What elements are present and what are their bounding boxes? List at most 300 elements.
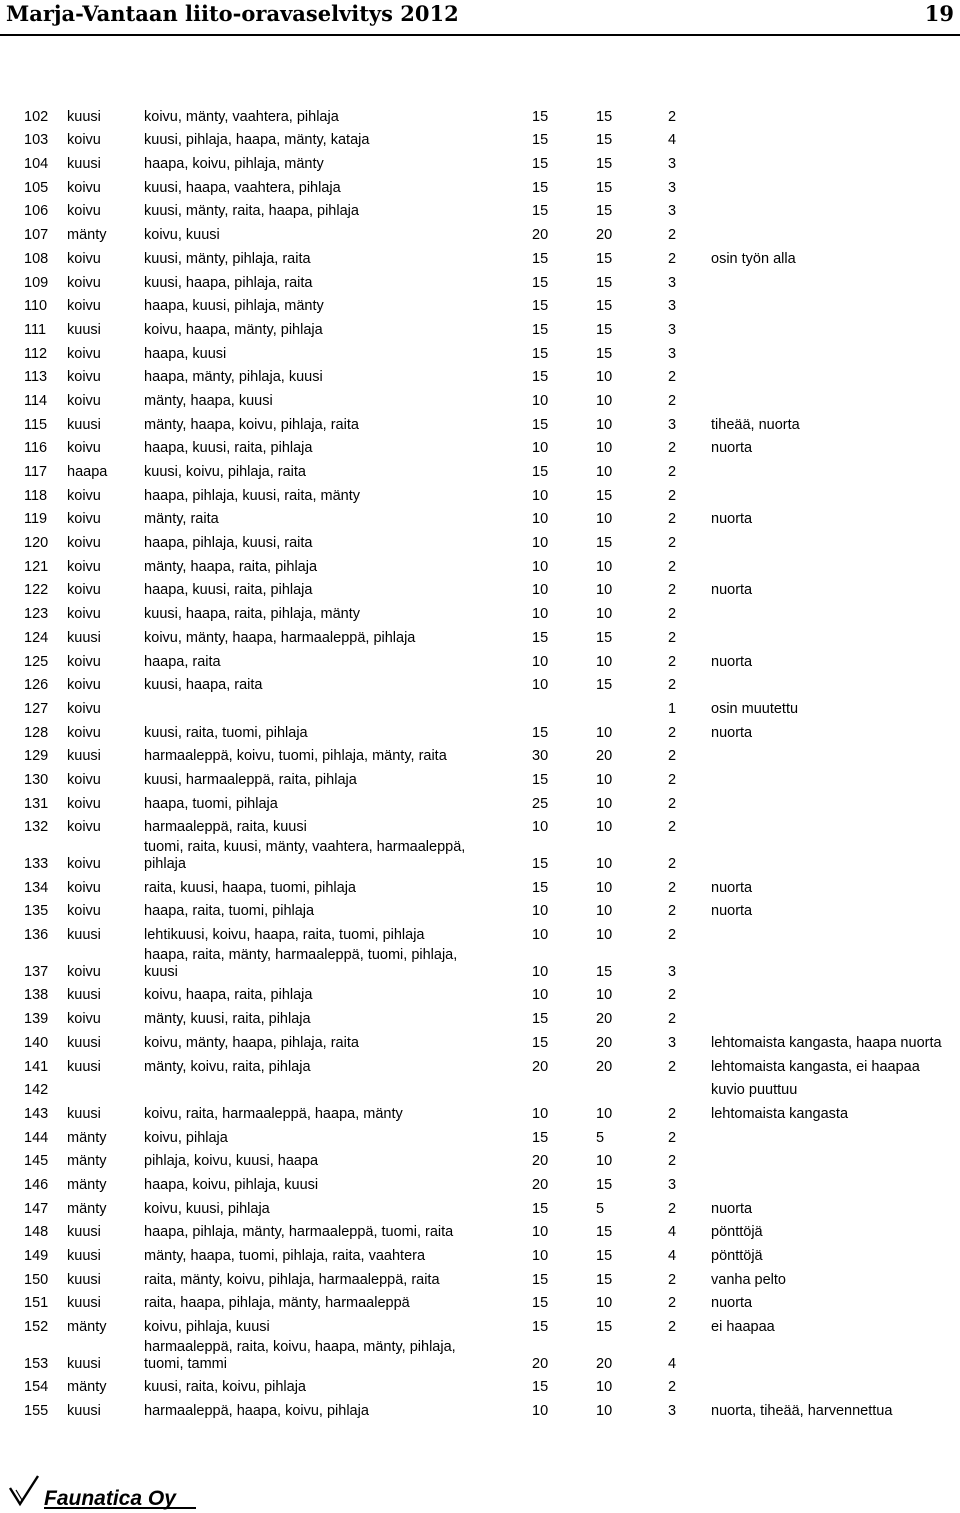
row-number: 119 [24,511,48,528]
other-trees: koivu, kuusi [144,227,220,244]
other-trees: harmaaleppä, raita, kuusi [144,819,307,836]
other-trees: pihlaja, koivu, kuusi, haapa [144,1153,319,1170]
value-b: 15 [596,1319,613,1336]
table-row [0,175,960,199]
dominant-tree: koivu [67,606,101,623]
other-trees: mänty, koivu, raita, pihlaja [144,1058,311,1075]
value-c: 2 [668,511,677,528]
row-number: 104 [24,156,49,173]
table-row [0,1375,960,1399]
dominant-tree: kuusi [67,927,101,944]
value-a: 15 [532,416,549,433]
value-b: 5 [596,1200,605,1217]
row-number: 154 [24,1379,49,1396]
table-row [0,530,960,554]
other-trees: haapa, raita, mänty, harmaaleppä, tuomi, pihlaja, kuusi [144,946,458,980]
dominant-tree: mänty [67,227,107,244]
dominant-tree: koivu [67,274,101,291]
other-trees: kuusi, mänty, raita, haapa, pihlaja [144,203,359,220]
row-number: 113 [24,369,48,386]
value-c: 2 [668,927,677,944]
table-row [0,1125,960,1149]
dominant-tree: koivu [67,771,101,788]
row-number: 153 [24,1355,49,1372]
value-c: 2 [668,1011,677,1028]
value-a: 15 [532,856,549,872]
value-a: 20 [532,1176,549,1193]
value-c: 1 [668,700,677,717]
value-a: 15 [532,345,549,362]
value-a: 15 [532,108,549,125]
value-c: 2 [668,1271,677,1288]
note: kuvio puuttuu [711,1082,798,1099]
dominant-tree: kuusi [67,1403,101,1420]
note: nuorta [711,724,753,741]
table-row [0,720,960,744]
value-a: 10 [532,1224,549,1241]
row-number: 132 [24,819,49,836]
value-a: 10 [532,582,549,599]
dominant-tree: koivu [67,795,101,812]
value-b: 10 [596,582,613,599]
value-a: 30 [532,748,549,765]
row-number: 148 [24,1224,49,1241]
table-row [0,1267,960,1291]
page-number: 19 [924,1,954,26]
dominant-tree: koivu [67,819,101,836]
value-b: 10 [596,1105,613,1122]
other-trees: kuusi, koivu, pihlaja, raita [144,464,306,480]
value-b: 10 [596,927,613,944]
dominant-tree: haapa [67,464,108,480]
value-b: 10 [596,724,613,741]
value-a: 10 [532,1403,549,1420]
other-trees: koivu, mänty, haapa, pihlaja, raita [144,1034,359,1051]
row-number: 102 [24,108,49,125]
row-number: 137 [24,963,49,980]
value-a: 15 [532,879,549,896]
value-c: 3 [668,203,677,220]
row-number: 136 [24,927,49,944]
table-row [0,1338,960,1375]
dominant-tree: koivu [67,879,101,896]
table-row [0,270,960,294]
value-c: 2 [668,1105,677,1122]
value-a: 15 [532,1379,549,1396]
row-number: 126 [24,677,49,694]
dominant-tree: koivu [67,653,101,670]
row-number: 103 [24,132,49,149]
row-number: 129 [24,748,49,765]
value-a: 15 [532,629,549,646]
dominant-tree: mänty [67,1379,107,1396]
row-number: 147 [24,1200,49,1217]
value-a: 10 [532,677,549,694]
page-header [0,0,960,36]
value-c: 2 [668,250,677,267]
table-row [0,341,960,365]
table-row [0,1314,960,1338]
value-b: 10 [596,903,613,920]
value-c: 2 [668,1153,677,1170]
other-trees: haapa, pihlaja, kuusi, raita [144,535,313,552]
value-a: 20 [532,227,549,244]
table-row [0,199,960,223]
row-number: 124 [24,629,49,646]
dominant-tree: kuusi [67,1105,101,1122]
value-a: 15 [532,156,549,173]
dominant-tree: koivu [67,132,101,149]
note: nuorta [711,440,753,457]
other-trees: mänty, haapa, kuusi [144,392,273,409]
value-b: 15 [596,203,613,220]
table-row [0,899,960,923]
other-trees: mänty, haapa, koivu, pihlaja, raita [144,416,359,433]
value-a: 10 [532,653,549,670]
other-trees: raita, haapa, pihlaja, mänty, harmaaleppä [144,1295,410,1312]
table-row [0,1172,960,1196]
table-row [0,436,960,460]
other-trees: kuusi, pihlaja, haapa, mänty, kataja [144,132,370,149]
value-a: 20 [532,1058,549,1075]
table-row [0,1030,960,1054]
value-c: 2 [668,856,677,872]
table-row [0,554,960,578]
value-b: 15 [596,535,613,552]
note: nuorta, tiheää, harvennettua [711,1403,893,1420]
dominant-tree: kuusi [67,987,101,1004]
dominant-tree: mänty [67,1176,107,1193]
other-trees: haapa, tuomi, pihlaja [144,795,278,812]
value-a: 15 [532,179,549,196]
value-c: 2 [668,1319,677,1336]
value-c: 2 [668,1058,677,1075]
other-trees: koivu, raita, harmaaleppä, haapa, mänty [144,1105,403,1122]
other-trees: tuomi, raita, kuusi, mänty, vaahtera, harmaaleppä, pihlaja [144,839,466,872]
value-b: 15 [596,321,613,338]
note: nuorta [711,1295,753,1312]
table-row [0,246,960,270]
value-c: 2 [668,535,677,552]
value-a: 15 [532,321,549,338]
dominant-tree: mänty [67,1153,107,1170]
value-b: 20 [596,227,613,244]
other-trees: mänty, raita [144,511,219,528]
table-row [0,601,960,625]
table-row [0,946,960,983]
value-a: 10 [532,987,549,1004]
value-c: 3 [668,298,677,315]
other-trees: haapa, kuusi, raita, pihlaja [144,582,313,599]
other-trees: koivu, pihlaja, kuusi [144,1319,270,1336]
dominant-tree: koivu [67,558,101,575]
table-row [0,696,960,720]
table-row [0,104,960,128]
value-c: 3 [668,156,677,173]
value-a: 15 [532,1129,549,1146]
row-number: 110 [24,298,48,315]
value-c: 4 [668,1248,677,1264]
dominant-tree: kuusi [67,629,101,646]
row-number: 142 [24,1082,49,1099]
dominant-tree: koivu [67,511,101,528]
value-b: 15 [596,1176,613,1193]
other-trees: haapa, pihlaja, mänty, harmaaleppä, tuomi, raita [144,1224,454,1241]
dominant-tree: kuusi [67,156,101,173]
table-row [0,1398,960,1422]
value-c: 2 [668,582,677,599]
value-b: 15 [596,345,613,362]
dominant-tree: koivu [67,1011,101,1028]
value-b: 15 [596,132,613,149]
value-b: 10 [596,392,613,409]
value-b: 15 [596,677,613,694]
value-c: 2 [668,987,677,1004]
other-trees: kuusi, haapa, raita, pihlaja, mänty [144,606,361,623]
table-row [0,1101,960,1125]
value-a: 20 [532,1355,549,1372]
dominant-tree: koivu [67,700,101,717]
table-row [0,767,960,791]
table-row [0,128,960,152]
dominant-tree: koivu [67,345,101,362]
value-c: 2 [668,724,677,741]
note: nuorta [711,903,753,920]
value-c: 2 [668,1129,677,1146]
value-c: 3 [668,179,677,196]
other-trees: mänty, kuusi, raita, pihlaja [144,1011,311,1028]
value-a: 15 [532,369,549,386]
document-title: Marja-Vantaan liito-oravaselvitys 2012 [6,1,459,26]
value-c: 3 [668,274,677,291]
value-b: 10 [596,795,613,812]
value-a: 10 [532,927,549,944]
row-number: 130 [24,771,49,788]
note: nuorta [711,511,753,528]
row-number: 133 [24,856,49,872]
note: osin muutettu [711,700,799,717]
other-trees: haapa, raita [144,653,221,670]
table-row [0,1054,960,1078]
dominant-tree: koivu [67,179,101,196]
value-a: 15 [532,1034,549,1051]
table-row [0,791,960,815]
row-number: 118 [24,487,48,504]
value-b: 10 [596,1379,613,1396]
other-trees: koivu, haapa, raita, pihlaja [144,987,313,1004]
dominant-tree: kuusi [67,1295,101,1312]
value-c: 2 [668,819,677,836]
note: vanha pelto [711,1271,786,1288]
other-trees: kuusi, haapa, raita [144,677,263,694]
table-row [0,1220,960,1244]
value-a: 10 [532,440,549,457]
row-number: 149 [24,1248,49,1264]
value-b: 20 [596,1355,613,1372]
row-number: 122 [24,582,49,599]
value-c: 2 [668,1295,677,1312]
table-row [0,983,960,1007]
value-b: 20 [596,1034,613,1051]
value-c: 2 [668,748,677,765]
value-a: 15 [532,250,549,267]
dominant-tree: koivu [67,903,101,920]
value-a: 10 [532,606,549,623]
value-c: 3 [668,416,677,433]
logo-text: Faunatica Oy [44,1487,176,1510]
value-a: 10 [532,392,549,409]
value-a: 15 [532,1200,549,1217]
note: ei haapaa [711,1319,775,1336]
dominant-tree: kuusi [67,1034,101,1051]
dominant-tree: koivu [67,298,101,315]
row-number: 114 [24,392,48,409]
other-trees: koivu, pihlaja [144,1129,228,1146]
other-trees: harmaaleppä, haapa, koivu, pihlaja [144,1403,369,1420]
value-c: 2 [668,392,677,409]
value-c: 2 [668,795,677,812]
dominant-tree: kuusi [67,1248,101,1264]
other-trees: haapa, kuusi, raita, pihlaja [144,440,313,457]
row-number: 127 [24,700,49,717]
table-row [0,294,960,318]
dominant-tree: koivu [67,369,101,386]
table-row [0,673,960,697]
row-number: 131 [24,795,49,812]
other-trees: haapa, kuusi, pihlaja, mänty [144,298,324,315]
table-row [0,1149,960,1173]
value-c: 2 [668,879,677,896]
value-c: 3 [668,1034,677,1051]
value-c: 2 [668,903,677,920]
table-row [0,1196,960,1220]
table-row [0,625,960,649]
value-b: 10 [596,771,613,788]
value-b: 10 [596,987,613,1004]
value-c: 2 [668,1200,677,1217]
value-b: 10 [596,511,613,528]
table-row [0,815,960,839]
table-row [0,922,960,946]
value-a: 15 [532,1319,549,1336]
value-c: 3 [668,963,677,980]
other-trees: harmaaleppä, koivu, tuomi, pihlaja, mänty, raita [144,748,447,765]
other-trees: mänty, haapa, raita, pihlaja [144,558,318,575]
other-trees: kuusi, mänty, pihlaja, raita [144,250,311,267]
table-row [0,222,960,246]
other-trees: kuusi, haapa, pihlaja, raita [144,274,313,291]
dominant-tree: koivu [67,856,101,872]
value-b: 10 [596,440,613,457]
value-b: 15 [596,108,613,125]
table-row [0,1291,960,1315]
row-number: 107 [24,227,49,244]
row-number: 155 [24,1403,49,1420]
dominant-tree: kuusi [67,321,101,338]
row-number: 109 [24,274,49,291]
value-a: 10 [532,1105,549,1122]
value-b: 20 [596,1011,613,1028]
row-number: 138 [24,987,49,1004]
dominant-tree: koivu [67,963,101,980]
table-row [0,483,960,507]
value-c: 2 [668,440,677,457]
row-number: 111 [24,321,47,338]
note: nuorta [711,653,753,670]
row-number: 152 [24,1319,49,1336]
row-number: 134 [24,879,49,896]
dominant-tree: koivu [67,582,101,599]
other-trees: raita, mänty, koivu, pihlaja, harmaaleppä, raita [144,1271,440,1288]
row-number: 150 [24,1271,49,1288]
table-row [0,875,960,899]
value-a: 15 [532,132,549,149]
value-b: 15 [596,156,613,173]
row-number: 151 [24,1295,49,1312]
value-a: 10 [532,511,549,528]
value-b: 15 [596,274,613,291]
value-b: 10 [596,819,613,836]
table-row [0,1243,960,1267]
dominant-tree: koivu [67,250,101,267]
dominant-tree: koivu [67,535,101,552]
value-b: 15 [596,298,613,315]
value-a: 15 [532,771,549,788]
data-table [0,104,960,1422]
value-a: 10 [532,535,549,552]
value-a: 15 [532,274,549,291]
row-number: 105 [24,179,49,196]
other-trees: haapa, pihlaja, kuusi, raita, mänty [144,487,361,504]
row-number: 108 [24,250,49,267]
value-a: 10 [532,903,549,920]
value-b: 10 [596,464,613,480]
value-a: 10 [532,1248,549,1264]
value-a: 15 [532,203,549,220]
other-trees: raita, kuusi, haapa, tuomi, pihlaja [144,879,356,896]
other-trees: mänty, haapa, tuomi, pihlaja, raita, vaahtera [144,1248,426,1264]
value-c: 4 [668,1355,677,1372]
value-a: 15 [532,1271,549,1288]
note: nuorta [711,1200,753,1217]
table-row [0,507,960,531]
row-number: 121 [24,558,49,575]
row-number: 120 [24,535,49,552]
table-row [0,459,960,483]
value-c: 3 [668,1403,677,1420]
table-row [0,365,960,389]
value-b: 20 [596,1058,613,1075]
value-b: 15 [596,1248,613,1264]
row-number: 115 [24,416,48,433]
other-trees: koivu, haapa, mänty, pihlaja [144,321,323,338]
value-b: 15 [596,629,613,646]
dominant-tree: mänty [67,1200,107,1217]
other-trees: harmaaleppä, raita, koivu, haapa, mänty, pihlaja, tuomi, tammi [144,1338,456,1372]
value-a: 15 [532,298,549,315]
value-b: 5 [596,1129,605,1146]
other-trees: kuusi, raita, koivu, pihlaja [144,1379,306,1396]
value-c: 2 [668,487,677,504]
value-c: 2 [668,606,677,623]
table-row [0,1006,960,1030]
row-number: 146 [24,1176,49,1193]
note: nuorta [711,879,753,896]
value-a: 10 [532,819,549,836]
other-trees: haapa, koivu, pihlaja, mänty [144,156,324,173]
value-c: 2 [668,558,677,575]
row-number: 143 [24,1105,49,1122]
